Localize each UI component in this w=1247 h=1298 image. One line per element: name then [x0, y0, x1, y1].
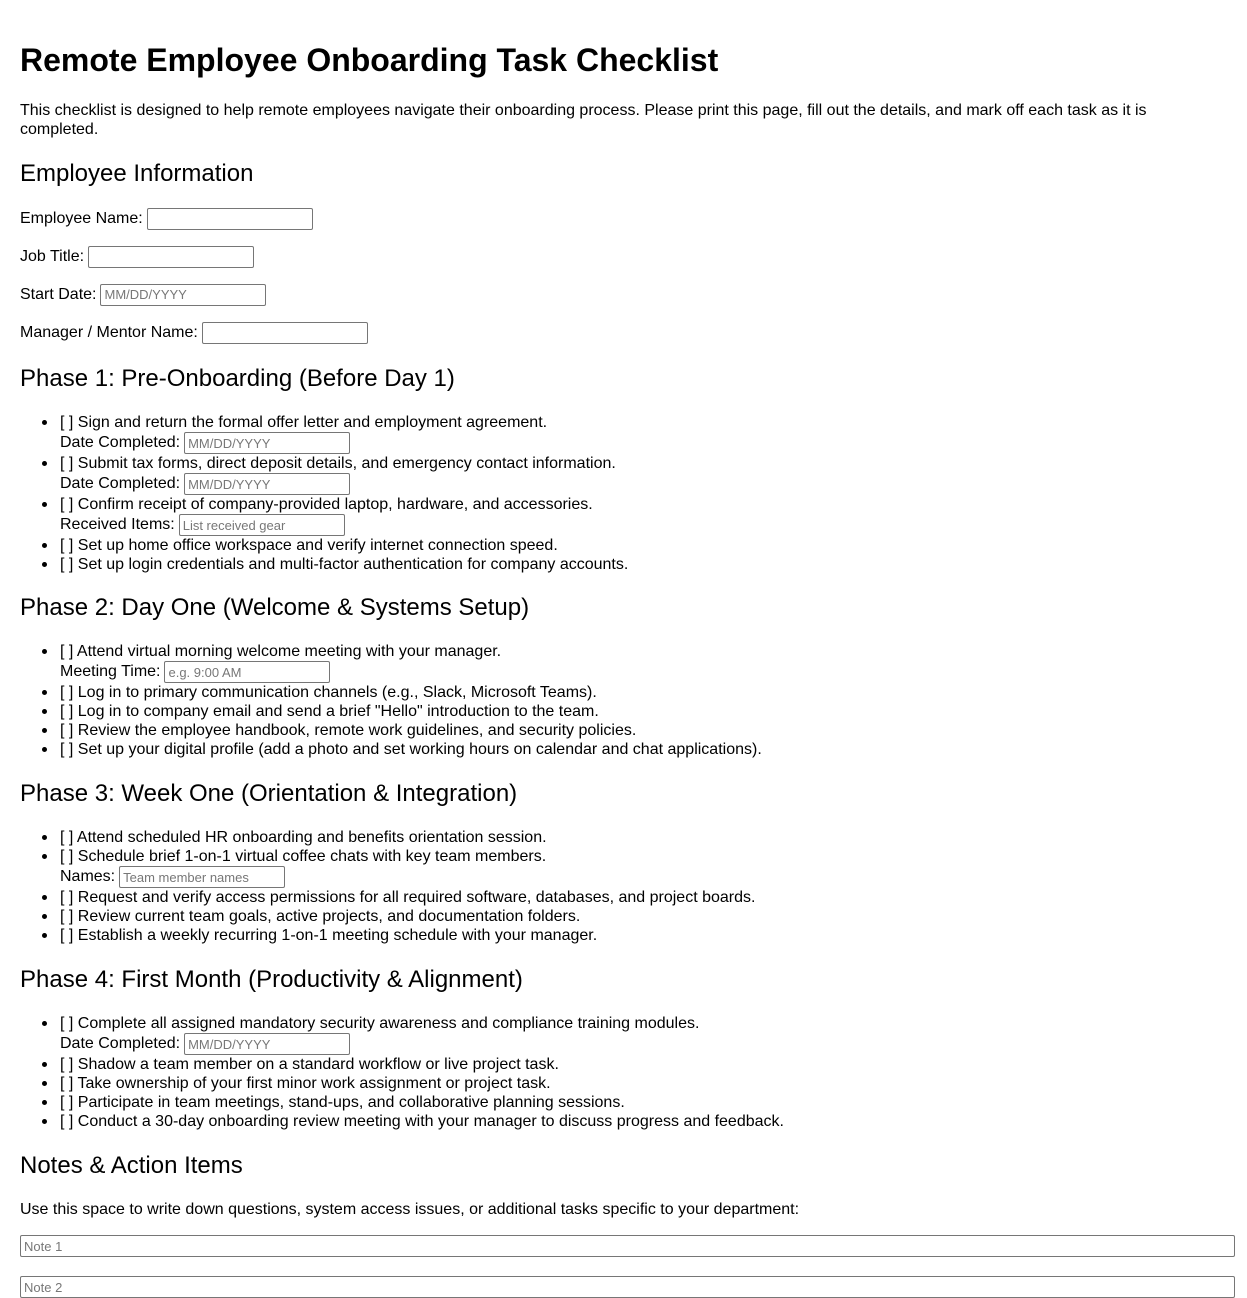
task-text: [ ] Establish a weekly recurring 1-on-1 meeting schedule with your manager. [60, 927, 598, 944]
task-item [60, 1055, 1210, 1074]
task-text: [ ] Attend scheduled HR onboarding and benefits orientation session. [60, 829, 547, 846]
phase-4-task-list [60, 1014, 1210, 1131]
task-text: [ ] Attend virtual morning welcome meeting with your manager. [60, 643, 502, 660]
task-text: [ ] Review current team goals, active projects, and documentation folders. [60, 908, 581, 925]
task-item [60, 926, 1210, 945]
task-text: [ ] Confirm receipt of company-provided laptop, hardware, and accessories. [60, 496, 593, 513]
received-items-label: Received Items: [60, 516, 175, 534]
task-item [60, 495, 1210, 536]
meeting-time-label: Meeting Time: [60, 663, 161, 681]
phase-2-heading: Phase 2: Day One (Welcome & Systems Setup) [20, 594, 530, 621]
note-2-input[interactable] [20, 1276, 1235, 1298]
job-title-input[interactable] [88, 246, 254, 268]
task-item [60, 828, 1210, 847]
phase-3-task-list [60, 828, 1210, 945]
start-date-row [20, 283, 266, 307]
task-item [60, 1074, 1210, 1093]
notes-heading: Notes & Action Items [20, 1152, 243, 1179]
start-date-input[interactable] [100, 284, 266, 306]
phase-3-heading: Phase 3: Week One (Orientation & Integration) [20, 780, 518, 807]
phase-2-task-list [60, 642, 1210, 759]
date-completed-label: Date Completed: [60, 475, 181, 493]
employee-name-input[interactable] [147, 208, 313, 230]
job-title-row [20, 245, 254, 269]
date-completed-input[interactable] [184, 432, 350, 454]
meeting-time-input[interactable] [164, 661, 330, 683]
task-text: [ ] Log in to company email and send a brief "Hello" introduction to the team. [60, 703, 599, 720]
task-text: [ ] Schedule brief 1-on-1 virtual coffee chats with key team members. [60, 848, 547, 865]
manager-name-label: Manager / Mentor Name: [20, 324, 198, 341]
task-text: [ ] Request and verify access permissions for all required software, databases, and project boards. [60, 889, 756, 906]
task-item [60, 1112, 1210, 1131]
job-title-label: Job Title: [20, 248, 85, 265]
phase-1-heading: Phase 1: Pre-Onboarding (Before Day 1) [20, 365, 455, 392]
task-item [60, 847, 1210, 888]
task-item [60, 888, 1210, 907]
phase-1-task-list [60, 413, 1210, 574]
task-text: [ ] Log in to primary communication channels (e.g., Slack, Microsoft Teams). [60, 684, 597, 701]
manager-name-input[interactable] [202, 322, 368, 344]
task-text: [ ] Complete all assigned mandatory security awareness and compliance training modules. [60, 1015, 700, 1032]
task-item [60, 702, 1210, 721]
phase-4-heading: Phase 4: First Month (Productivity & Alignment) [20, 966, 523, 993]
start-date-label: Start Date: [20, 286, 97, 303]
note-1-wrapper [20, 1235, 1235, 1257]
task-detail-row [60, 473, 1210, 495]
date-completed-label: Date Completed: [60, 1035, 181, 1053]
date-completed-input[interactable] [184, 1033, 350, 1055]
task-text: [ ] Conduct a 30-day onboarding review meeting with your manager to discuss progress and feedback. [60, 1113, 784, 1130]
task-detail-row [60, 661, 1210, 683]
task-text: [ ] Take ownership of your first minor work assignment or project task. [60, 1075, 551, 1092]
task-text: [ ] Set up home office workspace and verify internet connection speed. [60, 537, 558, 554]
date-completed-label: Date Completed: [60, 434, 181, 452]
received-items-input[interactable] [179, 514, 345, 536]
task-item [60, 907, 1210, 926]
task-text: [ ] Set up login credentials and multi-factor authentication for company accounts. [60, 556, 629, 573]
task-detail-row [60, 1033, 1210, 1055]
task-item [60, 721, 1210, 740]
task-item [60, 683, 1210, 702]
team-member-names-input[interactable] [119, 866, 285, 888]
employee-name-row [20, 207, 313, 231]
task-text: [ ] Shadow a team member on a standard workflow or live project task. [60, 1056, 559, 1073]
names-label: Names: [60, 868, 116, 886]
task-detail-row [60, 514, 1210, 536]
intro-text: This checklist is designed to help remote employees navigate their onboarding process. Please print this page, fill out the details, and mark off each task as it is completed. [20, 102, 1147, 138]
task-detail-row [60, 432, 1210, 454]
task-item [60, 555, 1210, 574]
task-text: [ ] Review the employee handbook, remote work guidelines, and security policies. [60, 722, 637, 739]
task-item [60, 740, 1210, 759]
task-item [60, 1093, 1210, 1112]
task-item [60, 536, 1210, 555]
note-2-wrapper [20, 1276, 1235, 1298]
task-text: [ ] Set up your digital profile (add a photo and set working hours on calendar and chat applications). [60, 741, 762, 758]
manager-name-row [20, 321, 368, 345]
task-item [60, 413, 1210, 454]
note-1-input[interactable] [20, 1235, 1235, 1257]
notes-instructions: Use this space to write down questions, system access issues, or additional tasks specific to your department: [20, 1201, 800, 1218]
task-detail-row [60, 866, 1210, 888]
task-text: [ ] Participate in team meetings, stand-ups, and collaborative planning sessions. [60, 1094, 625, 1111]
employee-info-heading: Employee Information [20, 160, 254, 187]
page-title: Remote Employee Onboarding Task Checklist [20, 42, 719, 78]
task-text: [ ] Submit tax forms, direct deposit details, and emergency contact information. [60, 455, 616, 472]
task-item [60, 454, 1210, 495]
employee-name-label: Employee Name: [20, 210, 143, 227]
date-completed-input[interactable] [184, 473, 350, 495]
task-text: [ ] Sign and return the formal offer letter and employment agreement. [60, 414, 548, 431]
task-item [60, 1014, 1210, 1055]
task-item [60, 642, 1210, 683]
